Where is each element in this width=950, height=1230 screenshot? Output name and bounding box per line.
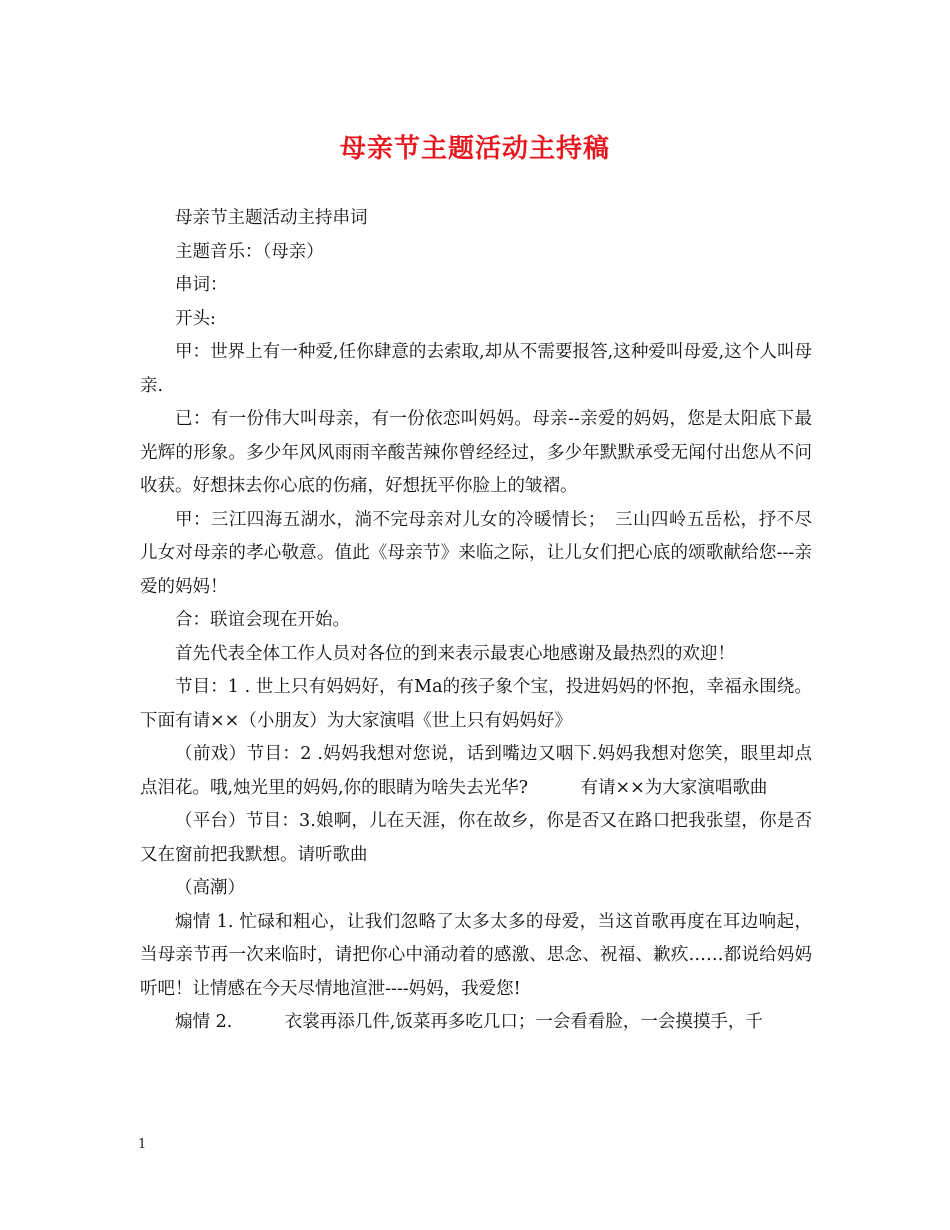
paragraph: 煽情 2. 衣裳再添几件,饭菜再多吃几口；一会看看脸，一会摸摸手，千 [175,1012,763,1032]
paragraph: 首先代表全体工作人员对各位的到来表示最衷心地感谢及最热烈的欢迎！ [175,643,735,664]
paragraph: 母亲节主题活动主持串词 [175,208,368,228]
paragraph: 合：联谊会现在开始。 [175,610,350,630]
page-number: 1 [138,1137,147,1152]
paragraph: 主题音乐：（母亲） [175,241,324,262]
paragraph: 甲：世界上有一种爱,任你肆意的去索取,却从不需要报答,这种爱叫母爱,这个人叫母亲. [140,342,812,396]
paragraph: 煽情 1. 忙碌和粗心，让我们忽略了太多太多的母爱，当这首歌再度在耳边响起，当母亲节再一次来临时，请把你心中涌动着的感激、思念、祝福、歉疚……都说给妈妈听吧！让情感在今天尽情地渲泄----妈妈，我爱您! [140,911,812,999]
document-body [140,202,812,1040]
paragraph: 开头: [175,308,216,329]
paragraph: （高潮） [175,878,245,898]
paragraph: 串词： [175,275,228,295]
paragraph: （前戏）节目：2 .妈妈我想对您说，话到嘴边又咽下.妈妈我想对您笑，眼里却点点泪花。哦,烛光里的妈妈,你的眼睛为啥失去光华? 有请××为大家演唱歌曲 [140,744,812,798]
paragraph: （平台）节目：3.娘啊，儿在天涯，你在故乡，你是否又在路口把我张望，你是否又在窗前把我默想。请听歌曲 [140,811,812,865]
paragraph: 甲：三江四海五湖水，淌不完母亲对儿女的冷暖情长； 三山四岭五岳松，抒不尽儿女对母亲的孝心敬意。值此《母亲节》来临之际，让儿女们把心底的颂歌献给您---亲爱的妈妈！ [140,509,812,597]
paragraph: 已：有一份伟大叫母亲，有一份依恋叫妈妈。母亲--亲爱的妈妈，您是太阳底下最光辉的形象。多少年风风雨雨辛酸苦辣你曾经经过，多少年默默承受无闻付出您从不问收获。好想抹去你心底的伤痛，好想抚平你脸上的皱褶。 [140,409,812,496]
document-title: 母亲节主题活动主持稿 [339,134,610,164]
paragraph: 节目：1 . 世上只有妈妈好，有Ma的孩子象个宝，投进妈妈的怀抱，幸福永围绕。 下面有请××（小朋友）为大家演唱《世上只有妈妈好》 [140,677,812,731]
